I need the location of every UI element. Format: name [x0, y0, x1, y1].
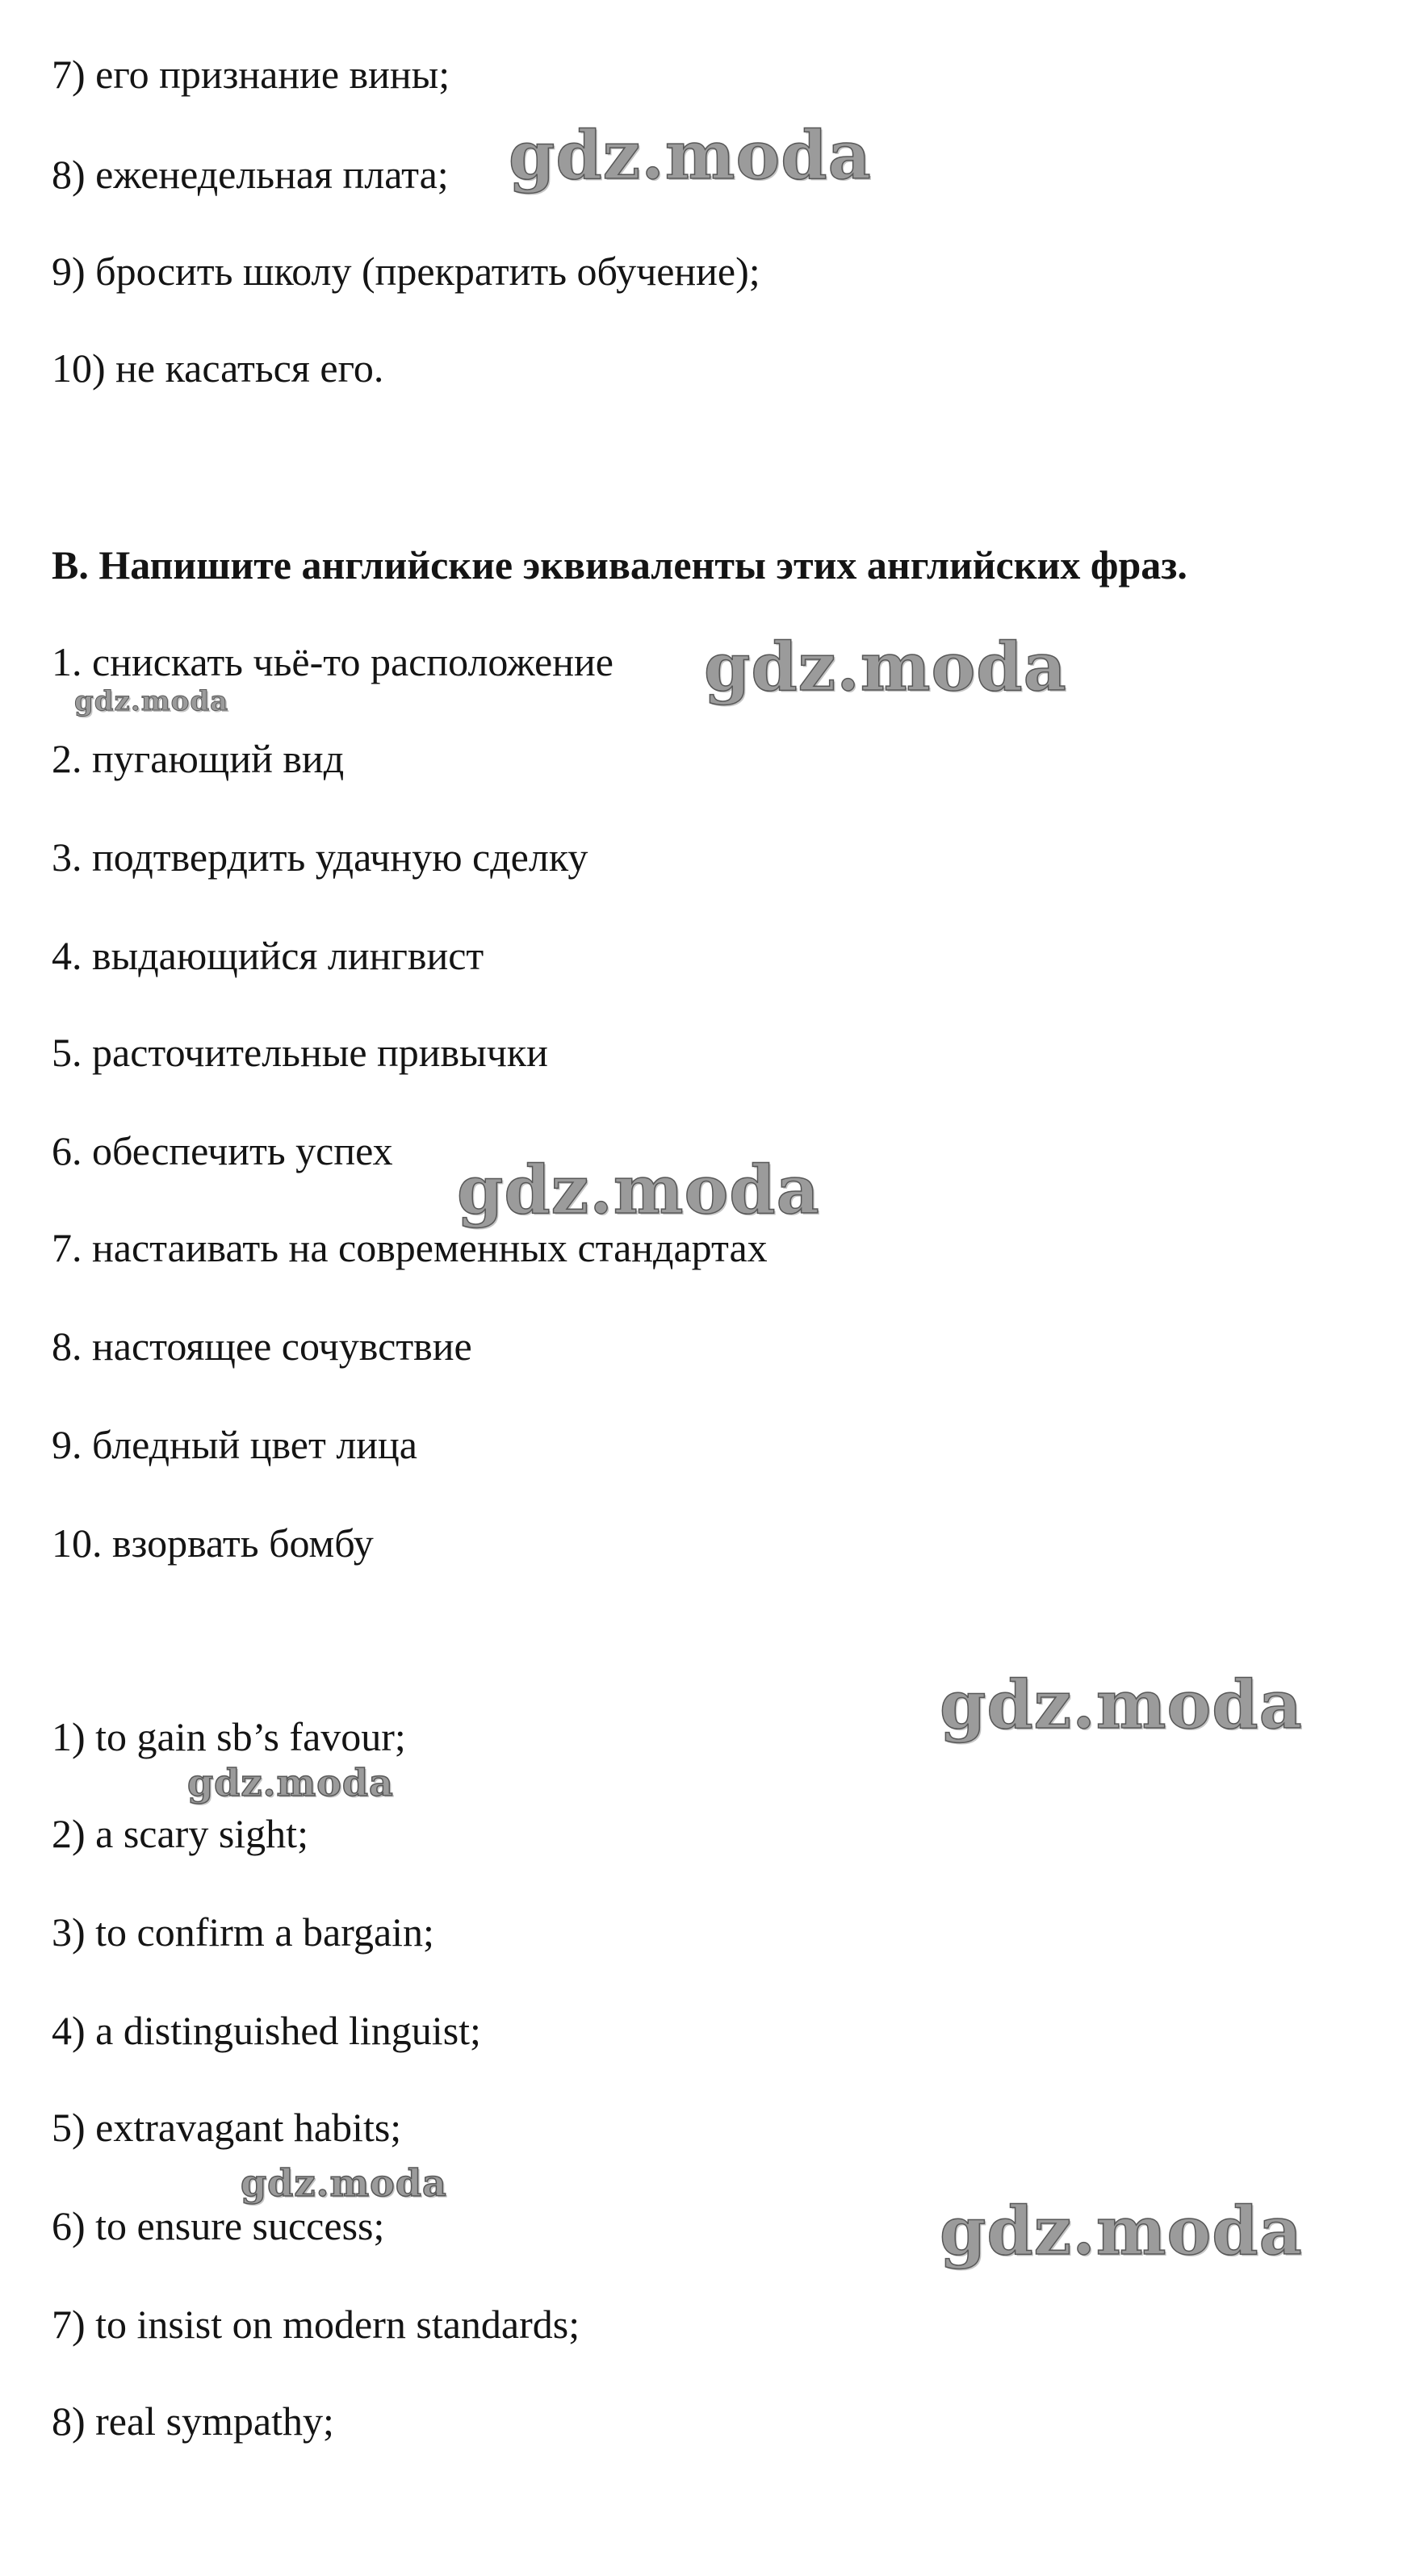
watermark: gdz.moda [187, 1761, 394, 1804]
answer-item: 5) extravagant habits; [52, 2105, 402, 2150]
watermark: gdz.moda [241, 2161, 447, 2205]
list-item: 4. выдающийся лингвист [52, 933, 484, 978]
list-item: 3. подтвердить удачную сделку [52, 834, 588, 880]
watermark: gdz.moda [940, 1666, 1303, 1744]
list-item: 5. расточительные привычки [52, 1030, 548, 1075]
watermark: gdz.moda [940, 2193, 1303, 2270]
answer-item: 1) to gain sb’s favour; [52, 1714, 406, 1759]
answer-item: 4) a distinguished linguist; [52, 2008, 481, 2053]
answer-item: 6) to ensure success; [52, 2203, 385, 2248]
list-item: 8) еженедельная плата; [52, 152, 449, 197]
list-item: 9. бледный цвет лица [52, 1422, 418, 1467]
answer-item: 8) real sympathy; [52, 2398, 334, 2444]
list-item: 6. обеспечить успех [52, 1128, 393, 1173]
list-item: 1. снискать чьё-то расположение [52, 639, 613, 684]
list-item: 7. настаивать на современных стандартах [52, 1225, 768, 1270]
watermark: gdz.moda [457, 1152, 820, 1229]
list-item: 2. пугающий вид [52, 736, 345, 781]
answer-item: 7) to insist on modern standards; [52, 2302, 580, 2347]
answer-item: 3) to confirm a bargain; [52, 1909, 434, 1955]
list-item: 10. взорвать бомбу [52, 1520, 374, 1566]
watermark: gdz.moda [509, 117, 872, 194]
list-item: 8. настоящее сочувствие [52, 1324, 472, 1369]
watermark: gdz.moda [74, 685, 229, 717]
section-heading: B. Напишите английские эквиваленты этих английских фраз. [52, 542, 1187, 588]
watermark: gdz.moda [704, 629, 1067, 706]
list-item: 9) бросить школу (прекратить обучение); [52, 249, 760, 294]
list-item: 7) его признание вины; [52, 52, 450, 97]
answer-item: 2) a scary sight; [52, 1811, 308, 1856]
list-item: 10) не касаться его. [52, 345, 384, 391]
